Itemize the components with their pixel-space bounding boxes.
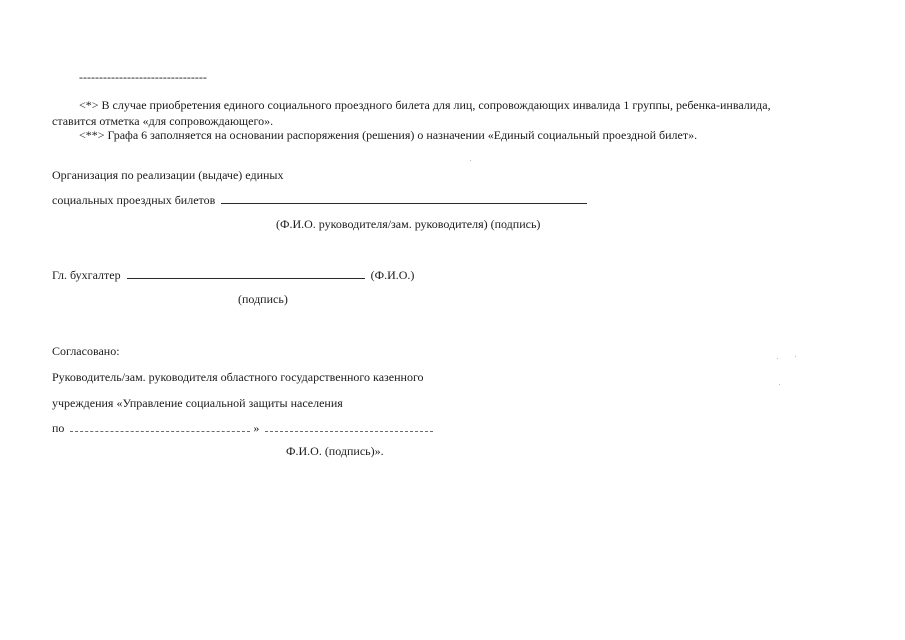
accountant-line <box>52 268 414 282</box>
approval-quote-close: » <box>253 421 260 435</box>
approval-signature-blank <box>265 421 433 432</box>
footnote-1-line-2: ставится отметка «для сопровождающего». <box>52 114 274 128</box>
scan-speck <box>470 160 471 161</box>
approval-heading: Согласовано: <box>52 344 120 358</box>
approval-po-line <box>52 421 433 435</box>
approval-line-2: учреждения «Управление социальной защиты населения <box>52 396 343 410</box>
organization-caption: (Ф.И.О. руководителя/зам. руководителя) (подпись) <box>276 217 541 231</box>
approval-line-1: Руководитель/зам. руководителя областного государственного казенного <box>52 370 424 384</box>
scan-speck <box>795 356 796 357</box>
organization-line-2-text: социальных проездных билетов <box>52 193 216 207</box>
footnote-2: <**> Графа 6 заполняется на основании распоряжения (решения) о назначении «Единый социальный проездной билет». <box>79 128 698 142</box>
approval-caption: Ф.И.О. (подпись)». <box>286 444 384 458</box>
approval-region-blank <box>70 421 250 432</box>
footnote-1-line-1: <*> В случае приобретения единого социального проездного билета для лиц, сопровождающих инвалида 1 группы, ребенка-инвалида, <box>79 98 771 112</box>
scan-speck <box>779 384 780 385</box>
accountant-fio: (Ф.И.О.) <box>370 268 415 282</box>
organization-signature-blank <box>221 193 587 204</box>
accountant-signature-caption: (подпись) <box>238 292 288 306</box>
accountant-label: Гл. бухгалтер <box>52 268 121 282</box>
scan-speck <box>777 358 778 359</box>
organization-line-2 <box>52 193 587 207</box>
accountant-blank <box>127 268 365 279</box>
approval-po-label: по <box>52 421 65 435</box>
organization-line-1: Организация по реализации (выдаче) единых <box>52 168 284 182</box>
footnote-separator: -------------------------------- <box>79 70 207 84</box>
